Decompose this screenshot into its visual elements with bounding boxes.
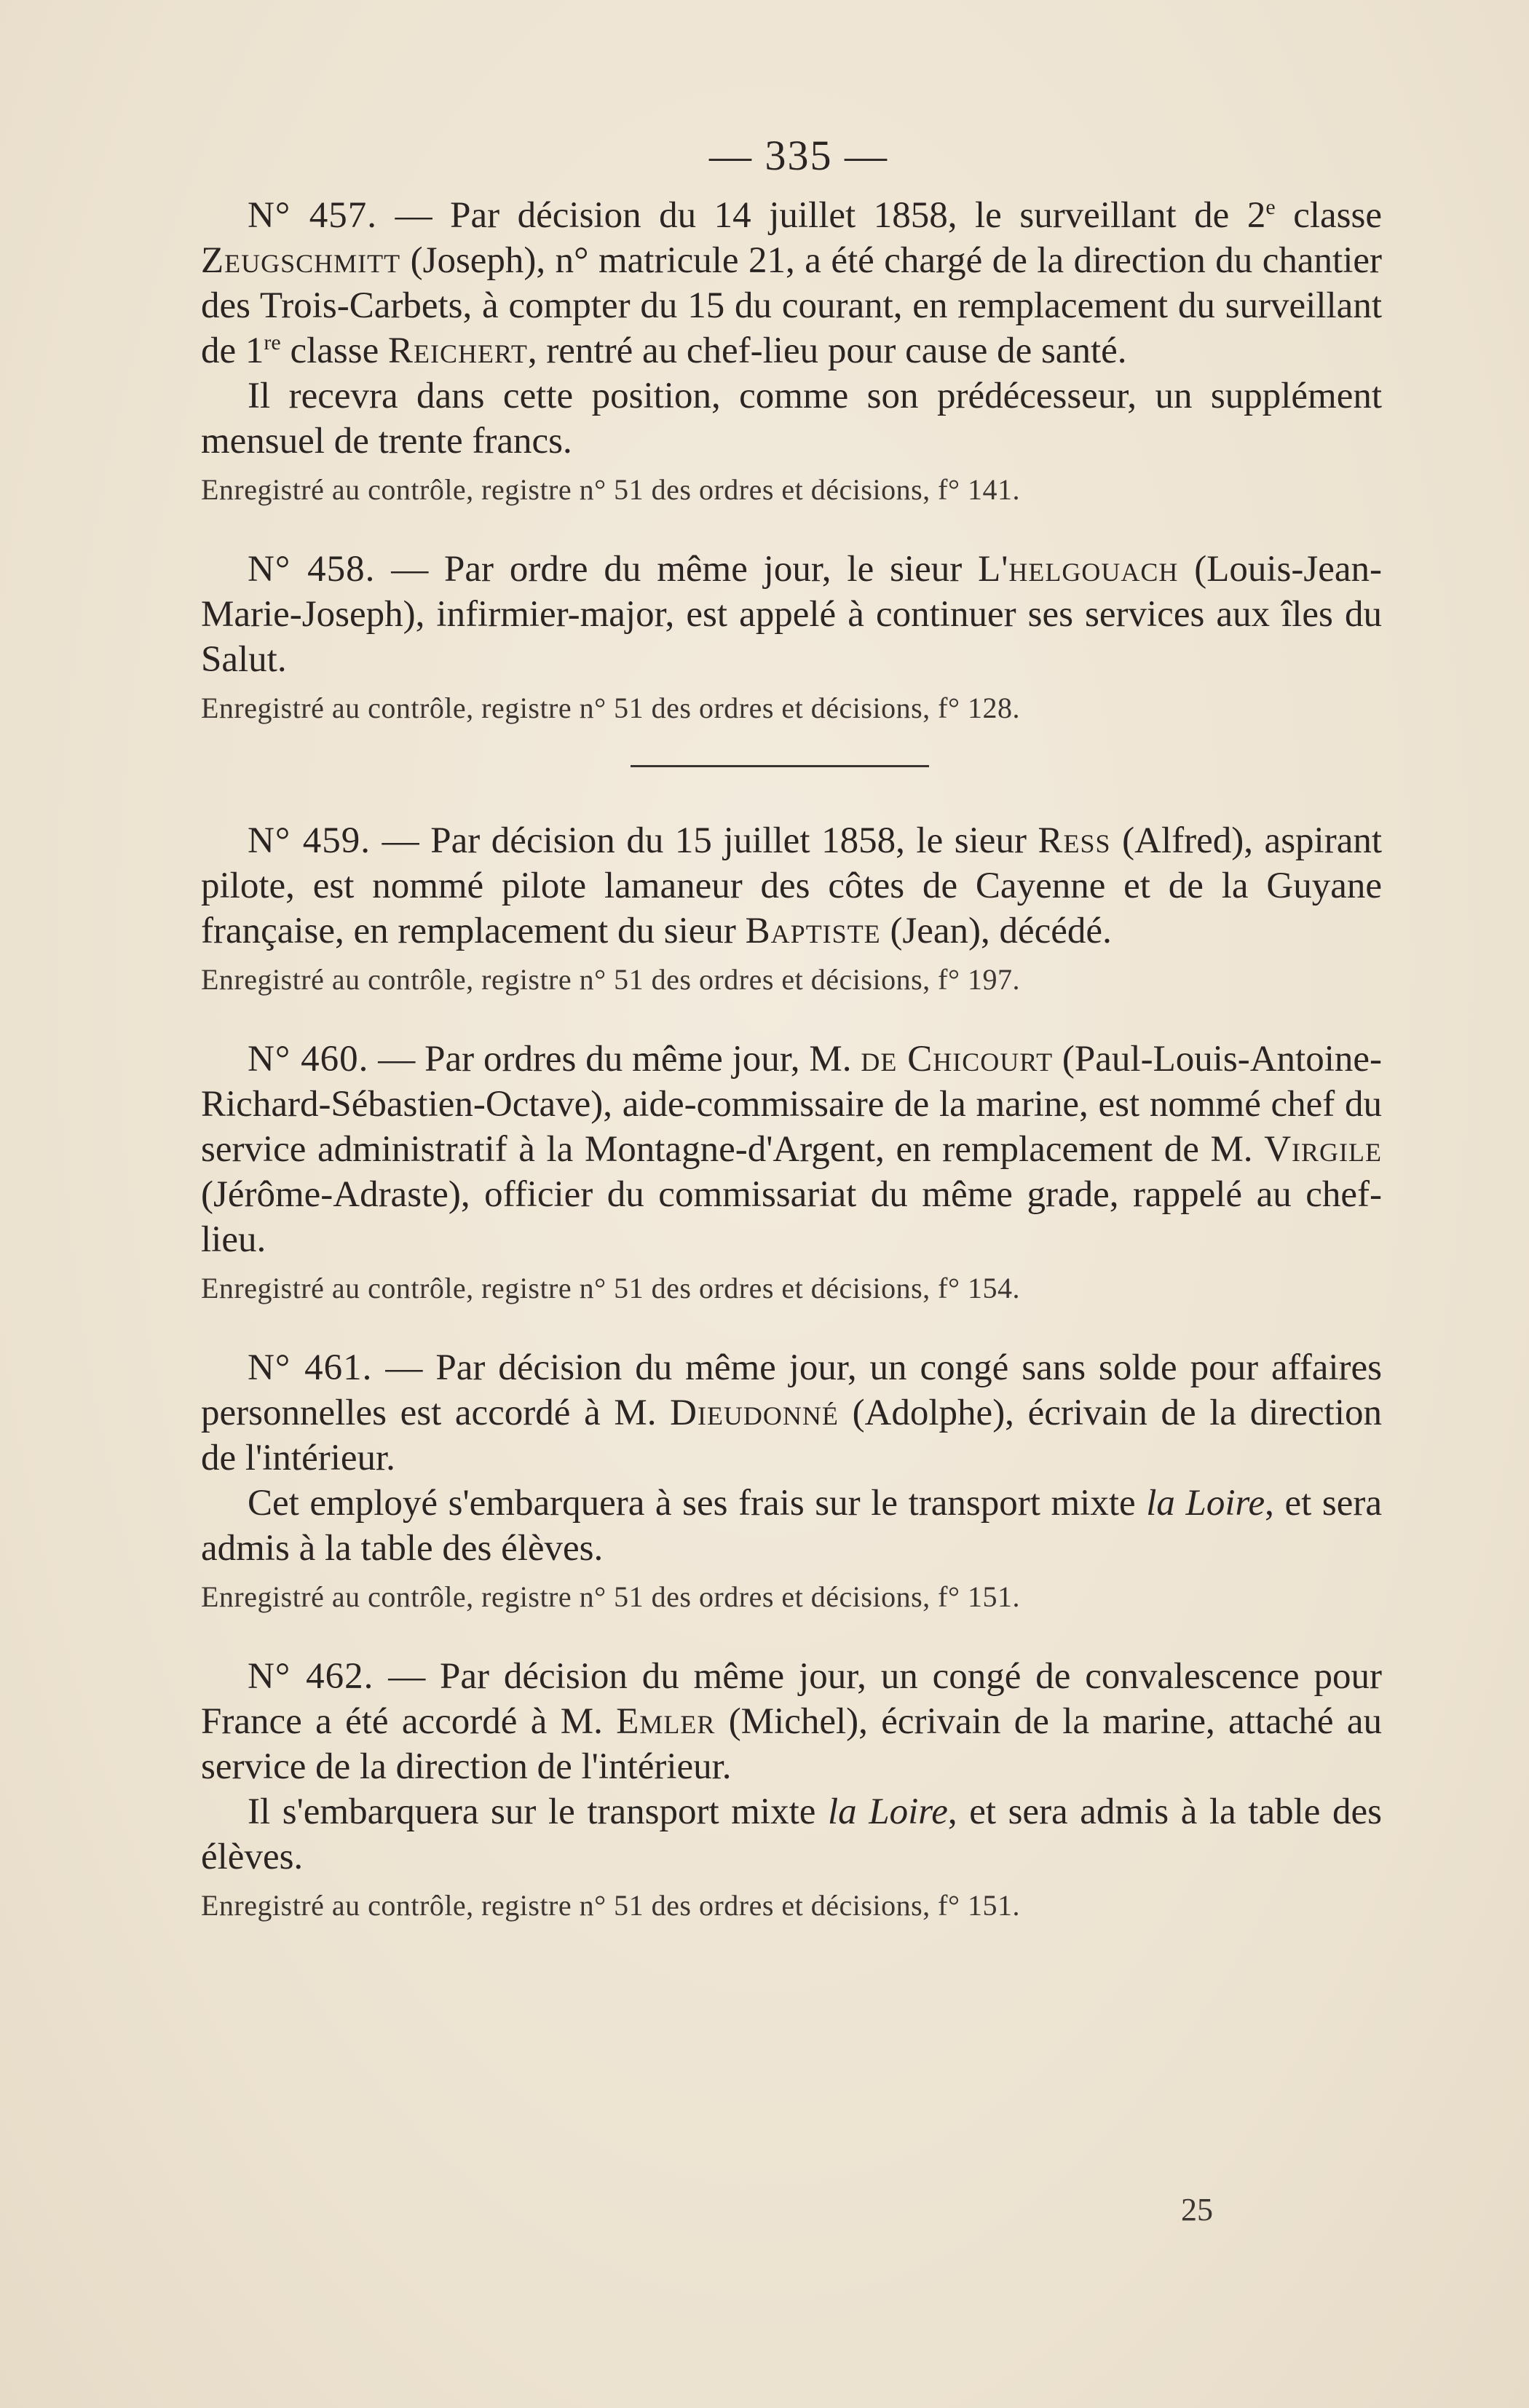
entry-458 <box>201 547 1382 729</box>
ship-name: la Loire <box>827 1791 948 1832</box>
ship-name: la Loire <box>1146 1483 1265 1524</box>
entry-461 <box>201 1345 1382 1617</box>
entry-paragraph: N° 462. — Par décision du même jour, un congé de convalescence pour France a été accordé à M. Emler (Michel), écrivain de la marine, attaché au service de la direction de l'intérieur. <box>201 1656 1383 1787</box>
entry-number: N° 458. <box>248 549 376 590</box>
page-number: — 335 — <box>709 132 888 179</box>
entry-paragraph: Cet employé s'embarquera à ses frais sur le transport mixte la Loire, et sera admis à la table des élèves. <box>201 1483 1382 1569</box>
registration-note: Enregistré au contrôle, registre n° 51 des ordres et décisions, f° 197. <box>201 963 1020 996</box>
entry-460 <box>201 1037 1382 1309</box>
registration-note: Enregistré au contrôle, registre n° 51 des ordres et décisions, f° 141. <box>201 473 1020 506</box>
entry-462 <box>201 1654 1382 1926</box>
person-name: L'helgouach <box>978 549 1179 590</box>
entry-459 <box>201 818 1382 1000</box>
entry-paragraph: Il s'embarquera sur le transport mixte la Loire, et sera admis à la table des élèves. <box>201 1791 1382 1877</box>
person-name: Zeugschmitt <box>201 240 401 281</box>
entry-number: N° 462. <box>248 1656 374 1697</box>
section-divider <box>631 765 929 767</box>
person-name: Ress <box>1038 820 1111 861</box>
entry-paragraph: N° 457. — Par décision du 14 juillet 1858, le surveillant de 2e classe Zeugschmitt (Joseph), n° matricule 21, a été chargé de la direction du chantier des Trois-Carbets, à compter du 15 du courant, en remplacement du surveillant de 1re classe Reichert, rentré au chef-lieu pour cause de santé. <box>201 195 1382 371</box>
entry-number: N° 460. <box>248 1039 369 1080</box>
document-page <box>201 131 1382 1963</box>
registration-note: Enregistré au contrôle, registre n° 51 des ordres et décisions, f° 154. <box>201 1272 1020 1304</box>
person-name: Dieudonné <box>670 1393 839 1433</box>
person-name: Virgile <box>1264 1129 1382 1170</box>
entry-number: N° 457. <box>248 195 378 236</box>
person-name: Emler <box>616 1701 716 1742</box>
entry-paragraph: N° 460. — Par ordres du même jour, M. de Chicourt (Paul-Louis-Antoine-Richard-Sébastien-Octave), aide-commissaire de la marine, est nommé chef du service administratif à la Montagne-d'Argent, en remplacement de M. Virgile (Jérôme-Adraste), officier du commissariat du même grade, rappelé au chef-lieu. <box>201 1039 1383 1260</box>
registration-note: Enregistré au contrôle, registre n° 51 des ordres et décisions, f° 128. <box>201 692 1020 724</box>
person-name: de Chicourt <box>861 1039 1054 1080</box>
entry-paragraph: N° 458. — Par ordre du même jour, le sieur L'helgouach (Louis-Jean-Marie-Joseph), infirmier-major, est appelé à continuer ses services aux îles du Salut. <box>201 549 1382 680</box>
registration-note: Enregistré au contrôle, registre n° 51 des ordres et décisions, f° 151. <box>201 1580 1020 1613</box>
entry-paragraph: N° 461. — Par décision du même jour, un congé sans solde pour affaires personnelles est accordé à M. Dieudonné (Adolphe), écrivain de la direction de l'intérieur. <box>201 1347 1383 1478</box>
entry-number: N° 461. <box>248 1347 373 1388</box>
registration-note: Enregistré au contrôle, registre n° 51 des ordres et décisions, f° 151. <box>201 1889 1020 1922</box>
person-name: Baptiste <box>745 911 881 951</box>
person-name: Reichert <box>387 330 528 371</box>
entry-paragraph: N° 459. — Par décision du 15 juillet 1858, le sieur Ress (Alfred), aspirant pilote, est nommé pilote lamaneur des côtes de Cayenne et de la Guyane française, en remplacement du sieur Baptiste (Jean), décédé. <box>201 820 1383 951</box>
entry-number: N° 459. <box>248 820 371 861</box>
signature-mark: 25 <box>1181 2192 1213 2227</box>
entry-457 <box>201 193 1382 510</box>
entry-paragraph: Il recevra dans cette position, comme son prédécesseur, un supplément mensuel de trente francs. <box>201 376 1382 462</box>
